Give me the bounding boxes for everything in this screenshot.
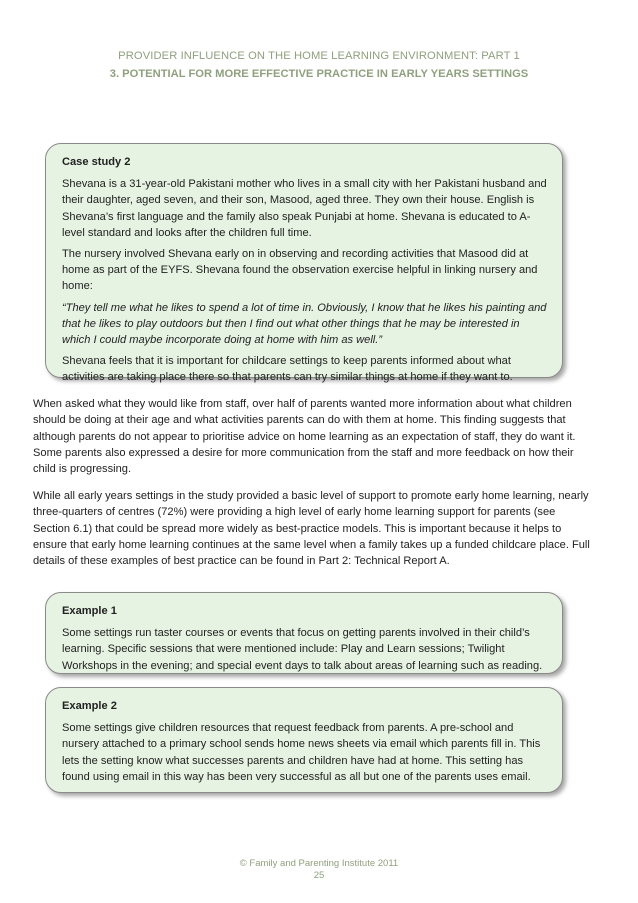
example-1-box (45, 592, 563, 674)
case-study-paragraph: Shevana is a 31-year-old Pakistani mother who lives in a small city with her Pakistani husband and their daughter, aged seven, and their son, Masood, aged three. They own their house. English is Shevana’s first language and the family also speak Punjabi at home. Shevana is educated to A-level standard and looks after the children full time. (62, 178, 547, 239)
example-1-text: Some settings run taster courses or events that focus on getting parents involved in their child’s learning. Specific sessions that were mentioned include: Play and Learn sessions; Twilight Workshops in the evening; and special event days to talk about areas of learning such as reading. (62, 627, 543, 672)
example-1-title: Example 1 (62, 605, 117, 617)
case-study-title: Case study 2 (62, 156, 131, 168)
case-study-box (45, 143, 563, 384)
page-number: 25 (313, 870, 325, 881)
example-2-box (45, 687, 563, 793)
example-2-text: Some settings give children resources that request feedback from parents. A pre-school and nursery attached to a primary school sends home news sheets via email which parents fill in. This lets the setting know what successes parents and children have had at home. This setting has found using email in this way has been very successful as all but one of the parents uses email. (62, 722, 541, 783)
case-study-paragraph: The nursery involved Shevana early on in observing and recording activities that Masood did at home as part of the EYFS. Shevana found the observation exercise helpful in linking nursery and home: (62, 248, 538, 293)
body-paragraph-text: While all early years settings in the study provided a basic level of support to promote early home learning, nearly three-quarters of centres (72%) were providing a high level of early home learning support for parents (see Section 6.1) that could be spread more widely as best-practice models. This is important because it helps to ensure that early home learning continues at the same level when a family takes up a funded childcare place. Full details of these examples of best practice can be found in Part 2: Technical Report A. (33, 490, 590, 568)
page-header (0, 49, 638, 83)
example-2-title: Example 2 (62, 700, 117, 712)
page-footer (0, 858, 638, 882)
case-study-quote: “They tell me what he likes to spend a lot of time in. Obviously, I know that he likes his painting and that he likes to play outdoors but then I find out what other things that he may be interested in which I could maybe incorporate doing at home with him as well.” (62, 301, 547, 347)
body-paragraph-text: When asked what they would like from staff, over half of parents wanted more information about what children should be doing at their age and what activities parents can do with them at home. This finding suggests that although parents do not appear to prioritise advice on home learning as an expectation of staff, they do want it. Some parents also expressed a desire for more communication from the staff and more feedback on how their child is progressing. (33, 398, 576, 476)
header-section-title: 3. POTENTIAL FOR MORE EFFECTIVE PRACTICE IN EARLY YEARS SETTINGS (109, 68, 529, 80)
header-part-title: PROVIDER INFLUENCE ON THE HOME LEARNING ENVIRONMENT: PART 1 (118, 50, 520, 62)
copyright: © Family and Parenting Institute 2011 (239, 858, 399, 869)
body-paragraph-2 (33, 488, 593, 569)
case-study-paragraph: Shevana feels that it is important for childcare settings to keep parents informed about what activities are taking place there so that parents can try similar things at home if they want to. (62, 355, 513, 384)
body-paragraph-1 (33, 396, 593, 477)
